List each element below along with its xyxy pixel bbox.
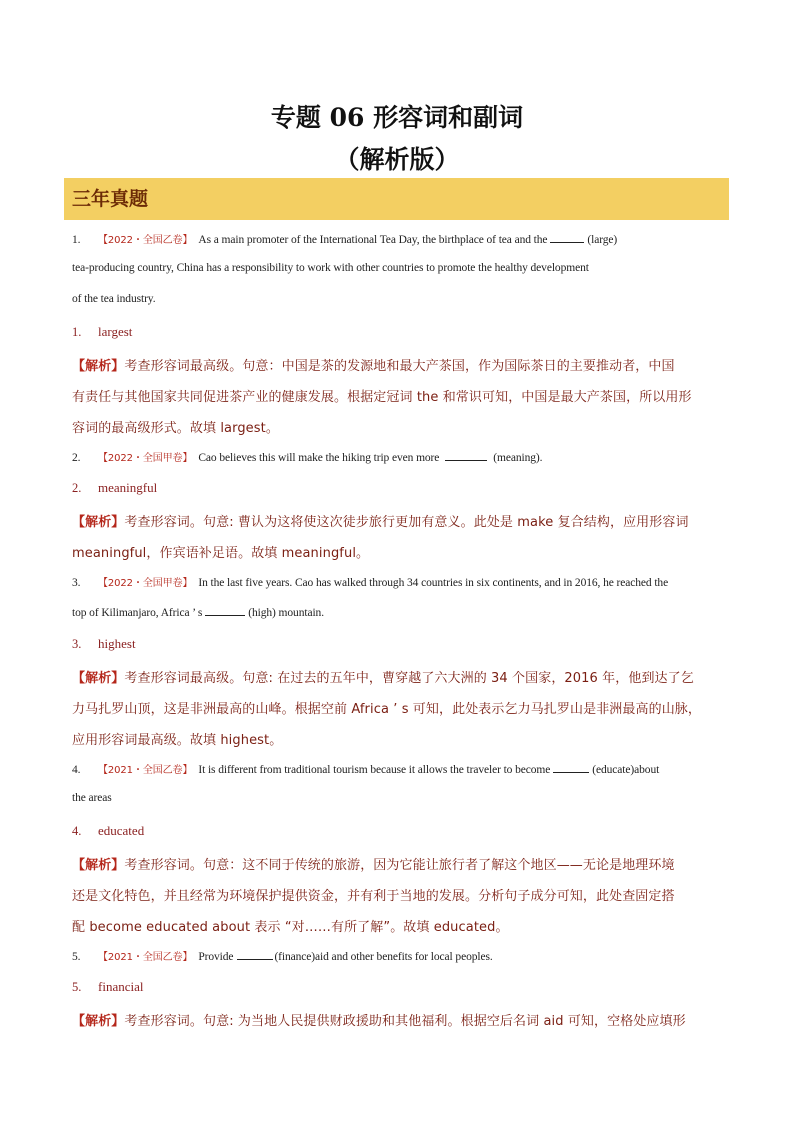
analysis-tag: 【解析】 [72, 671, 125, 686]
question-text-line: tea-producing country, China has a responsibility to work with other countries to promote the healthy development [72, 262, 589, 274]
question-text: It is different from traditional tourism because it allows the traveler to become [198, 764, 551, 776]
question-text: Cao believes this will make the hiking trip even more [198, 452, 440, 464]
answer-number: 4. [72, 824, 82, 838]
question-text-line [72, 605, 732, 619]
question-number: 3. [72, 577, 81, 589]
analysis-5 [72, 1010, 732, 1029]
answer-4 [72, 823, 732, 839]
analysis-text-line: 容词的最高级形式。故填 largest。 [72, 421, 279, 436]
answer-text: largest [98, 324, 133, 339]
analysis-text: 考查形容词。句意：这不同于传统的旅游，因为它能让旅行者了解这个地区——无论是地理环境 [124, 858, 675, 873]
answer-text: meaningful [98, 480, 158, 495]
analysis-text-line: 配 become educated about 表示 “对……有所了解”。故填 educated。 [72, 920, 509, 935]
analysis-tag: 【解析】 [72, 858, 125, 873]
answer-blank [553, 762, 589, 773]
answer-3 [72, 636, 732, 652]
answer-text: financial [98, 979, 144, 994]
section-header: 三年真题 [64, 178, 729, 220]
question-hint: (meaning). [493, 452, 543, 464]
question-hint: (high) mountain. [248, 607, 324, 619]
question-source: 【2021・全国乙卷】 [98, 952, 193, 963]
page-title: 专题 06 形容词和副词 [270, 103, 524, 132]
analysis-text: 考查形容词。句意: 曹认为这将使这次徒步旅行更加有意义。此处是 make 复合结构，应用形容词 [124, 515, 689, 530]
question-5 [72, 948, 732, 963]
page-subtitle: （解析版） [334, 145, 460, 174]
answer-blank [205, 605, 245, 616]
analysis-3 [72, 667, 732, 686]
analysis-4 [72, 854, 732, 873]
answer-text: highest [98, 636, 136, 651]
analysis-2 [72, 511, 732, 530]
answer-number: 5. [72, 980, 82, 994]
analysis-1 [72, 355, 732, 374]
question-source: 【2022・全国甲卷】 [98, 578, 193, 589]
question-text: Provide [198, 951, 234, 963]
answer-5 [72, 979, 732, 995]
analysis-tag: 【解析】 [72, 1014, 125, 1029]
answer-2 [72, 480, 732, 496]
analysis-text: 考查形容词最高级。句意: 在过去的五年中，曹穿越了六大洲的 34 个国家，2016 年，他到达了乞 [124, 671, 694, 686]
question-number: 5. [72, 951, 81, 963]
question-text: As a main promoter of the International Tea Day, the birthplace of tea and the [198, 234, 548, 246]
question-source: 【2021・全国乙卷】 [98, 765, 193, 776]
answer-number: 2. [72, 481, 82, 495]
analysis-tag: 【解析】 [72, 359, 125, 374]
question-text: In the last five years. Cao has walked through 34 countries in six continents, and in 2016, he reached the [198, 577, 669, 589]
question-source: 【2022・全国甲卷】 [98, 453, 193, 464]
question-1 [72, 231, 732, 246]
answer-1 [72, 324, 732, 340]
question-4 [72, 761, 732, 776]
question-text-line: of the tea industry. [72, 293, 156, 305]
answer-number: 1. [72, 325, 82, 339]
question-number: 1. [72, 234, 81, 246]
answer-number: 3. [72, 637, 82, 651]
question-hint: (large) [587, 234, 618, 246]
answer-blank [237, 949, 273, 960]
question-number: 4. [72, 764, 81, 776]
question-hint: (finance)aid and other benefits for local peoples. [274, 951, 493, 963]
question-2 [72, 449, 732, 464]
question-hint: (educate)about [592, 764, 660, 776]
question-text: top of Kilimanjaro, Africa ’ s [72, 607, 203, 619]
analysis-tag: 【解析】 [72, 515, 125, 530]
question-text-line: the areas [72, 792, 112, 804]
answer-blank [445, 450, 487, 461]
analysis-text-line: 还是文化特色，并且经常为环境保护提供资金，并有利于当地的发展。分析句子成分可知，此处查固定搭 [72, 889, 675, 904]
analysis-text-line: 应用形容词最高级。故填 highest。 [72, 733, 283, 748]
question-source: 【2022・全国乙卷】 [98, 235, 193, 246]
analysis-text: 考查形容词。句意: 为当地人民提供财政援助和其他福利。根据空后名词 aid 可知，空格处应填形 [124, 1014, 686, 1029]
analysis-text: 考查形容词最高级。句意：中国是茶的发源地和最大产茶国，作为国际茶日的主要推动者，中国 [124, 359, 675, 374]
answer-text: educated [98, 823, 145, 838]
question-number: 2. [72, 452, 81, 464]
analysis-text-line: 有责任与其他国家共同促进茶产业的健康发展。根据定冠词 the 和常识可知，中国是最大产茶国，所以用形 [72, 390, 692, 405]
analysis-text-line: meaningful，作宾语补足语。故填 meaningful。 [72, 546, 370, 561]
answer-blank [550, 232, 584, 243]
question-3 [72, 574, 732, 589]
analysis-text-line: 力马扎罗山顶，这是非洲最高的山峰。根据空前 Africa ’ s 可知，此处表示乞力马扎罗山是非洲最高的山脉， [72, 702, 702, 717]
